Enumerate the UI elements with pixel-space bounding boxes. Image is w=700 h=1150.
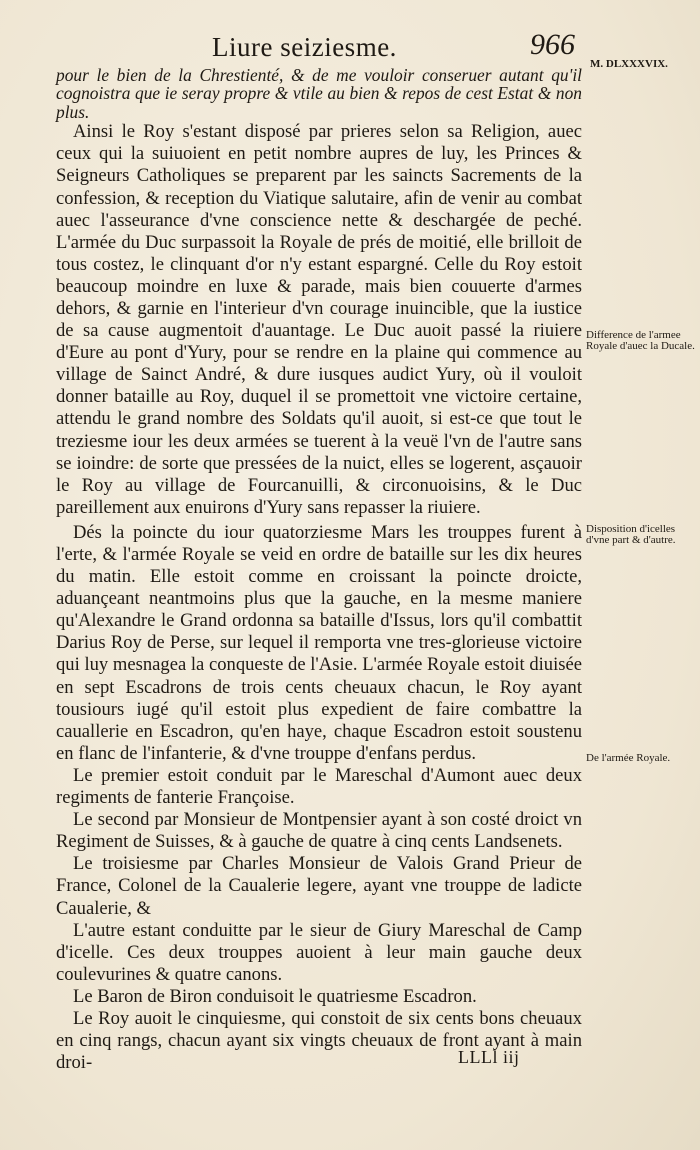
- paragraph-third-squadron: Le troisiesme par Charles Monsieur de Valois Grand Prieur de France, Colonel de la Caualerie legere, ayant vne trouppe de ladicte Caualerie, &: [56, 853, 582, 919]
- margin-note-disposition: Disposition d'icelles d'vne part & d'autre.: [586, 523, 676, 546]
- body-text: [56, 66, 582, 1074]
- paragraph-first-squadron: Le premier estoit conduit par le Mareschal d'Aumont auec deux regiments de fanterie Françoise.: [56, 764, 582, 809]
- paragraph-army-comparison: Ainsi le Roy s'estant disposé par prieres selon sa Religion, auec ceux qui la suiuoient en petit nombre aupres de luy, les Princes & Seigneurs Catholiques se preparent par les saincts Sacrements de la confession, & reception du Viatique salutaire, afin de venir au combat auec l'asseurance d'vne conscience nette & deschargée de peché. L'armée du Duc surpassoit la Royale de prés de moitié, elle brilloit de tous costez, le clinquant d'or n'y estant espargné. Celle du Roy estoit beaucoup moindre en luxe & parade, mais bien couuerte d'armes dehors, & garnie en l'interieur d'vn courage inuincible, que la iustice de sa cause augmentoit d'auantage. Le Duc auoit passé la riuiere d'Eure au pont d'Yury, pour se rendre en la plaine qui commence au village de Sainct André, & dure iusques audict Yury, où il vouloit donner bataille au Roy, duquel il se promettoit vne victoire certaine, attendu le grand nombre des Soldats qu'il auoit, si est-ce que tout le treziesme iour les deux armées se tuerent à la veuë l'vn de l'autre sans se ioindre: de sorte que pressées de la nuict, elles se logerent, asçauoir le Roy au village de Fourcanuilli, & circonuoisins, & le Duc pareillement aux enuirons d'Yury sans repasser la riuiere.: [56, 121, 582, 518]
- paragraph-continuation: pour le bien de la Chrestienté, & de me vouloir conseruer autant qu'il cognoistra que ie seray propre & vtile au bien & repos de cest Estat & non plus.: [56, 65, 582, 122]
- paragraph-fourth-squadron: Le Baron de Biron conduisoit le quatriesme Escadron.: [73, 985, 477, 1007]
- paragraph-fifth-squadron: Le Roy auoit le cinquiesme, qui constoit de six cents bons cheuaux en cinq rangs, chacun ayant six vingts cheuaux de front ayant à main droi-: [56, 1007, 582, 1074]
- year-note: M. DLXXXVIX.: [590, 58, 668, 70]
- paragraph-second-squadron: Le second par Monsieur de Montpensier ayant à son costé droict vn Regiment de Suisses, & à gauche de quatre à cinq cents Landsenets.: [56, 809, 582, 853]
- page-header: [0, 28, 700, 68]
- paragraph-battle-order: Dés la poincte du iour quatorziesme Mars les trouppes furent à l'erte, & l'armée Royale se veid en ordre de bataille sur les dix heures du matin. Elle estoit comme en croissant la poincte droicte, aduançeant neantmoins plus que la gauche, en la mesme maniere qu'Alexandre le Grand ordonna sa bataille d'Issus, lors qu'il combattit Darius Roy de Perse, sur lequel il remporta vne tres-glorieuse victoire qui luy mesnagea la conqueste de l'Asie. L'armée Royale estoit diuisée en sept Escadrons de trois cents cheuaux chacun, le Roy ayant tousiours iugé qu'il estoit plus expedient de faire combattre la cauallerie en Escadron, qu'en haye, chaque Escadron estoit soustenu en flanc de l'infanterie, & d'vne trouppe d'enfans perdus.: [56, 521, 582, 764]
- margin-note-royal-army: De l'armée Royale.: [586, 752, 671, 764]
- running-title: Liure seiziesme.: [212, 32, 397, 62]
- margin-note-army-difference: Difference de l'armee Royale d'auec la Ducale.: [586, 329, 695, 352]
- paragraph-giury-troop: L'autre estant conduitte par le sieur de Giury Mareschal de Camp d'icelle. Ces deux trouppes auoient à leur main gauche deux coulevurines & quatre canons.: [56, 919, 582, 985]
- page-number: 966: [530, 28, 575, 61]
- signature-mark: LLLl iij: [458, 1047, 520, 1067]
